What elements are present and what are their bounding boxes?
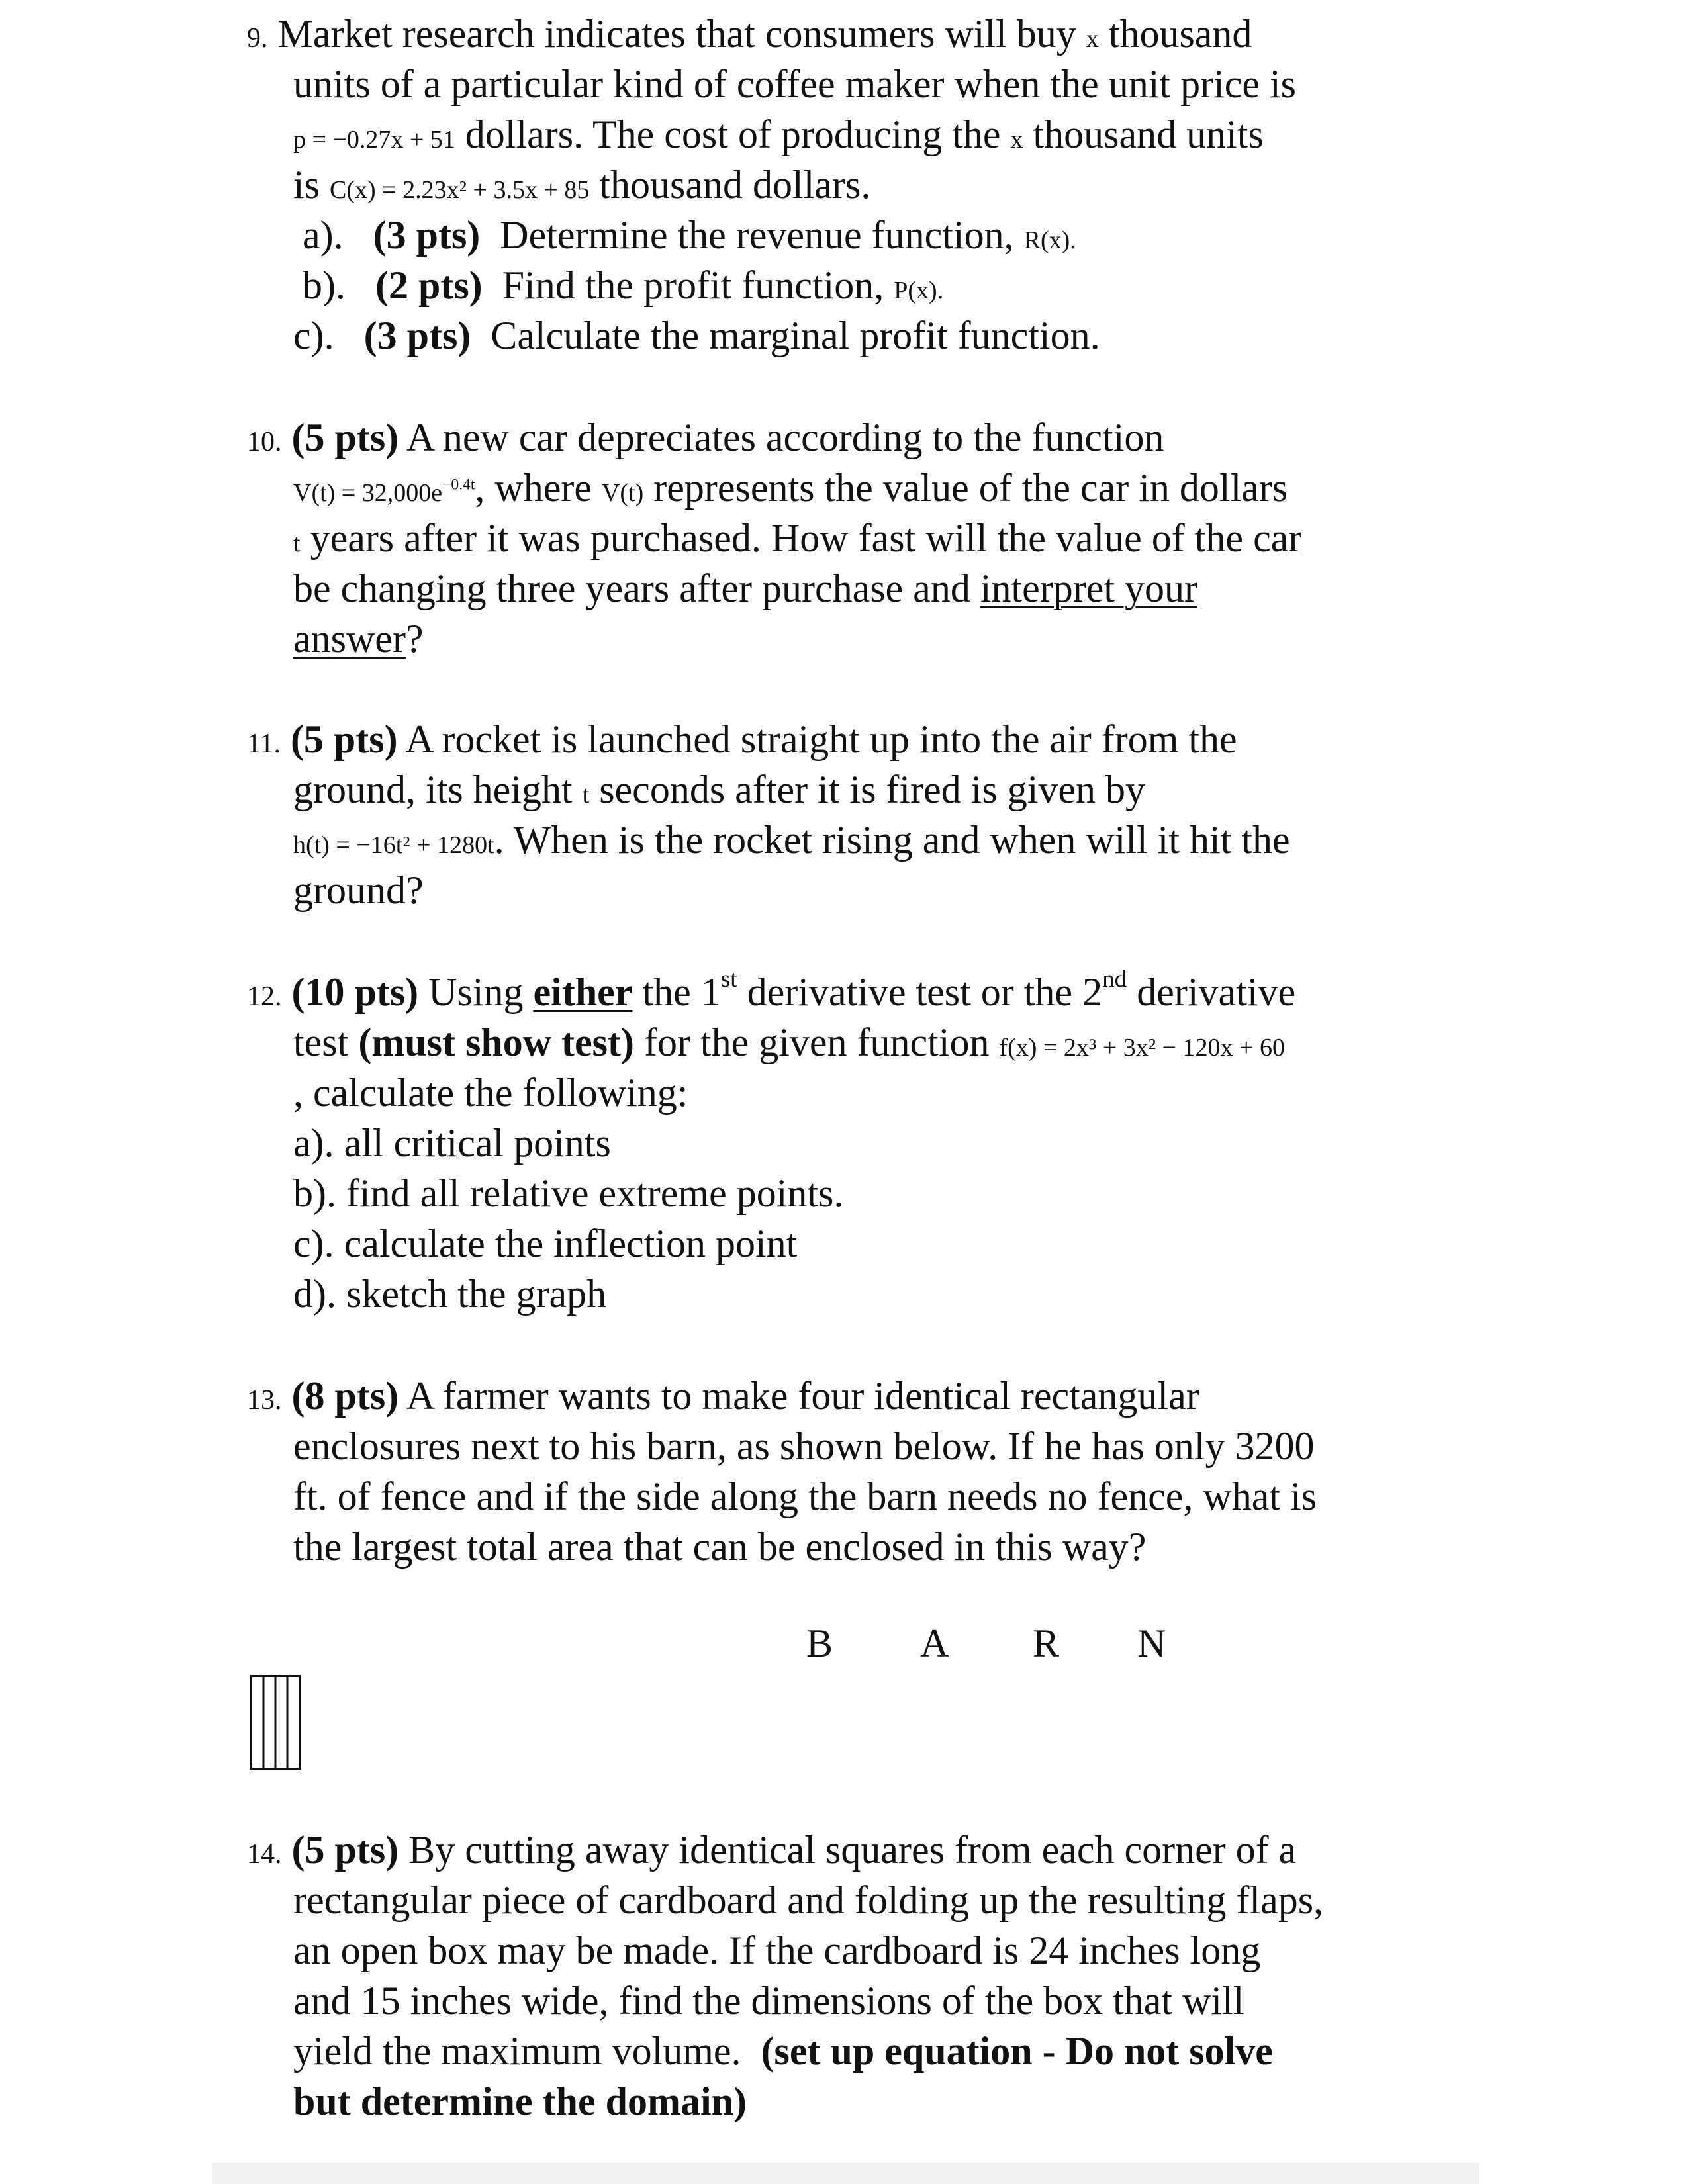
q11-number: 11. xyxy=(247,729,281,759)
q12-line-3: , calculate the following: xyxy=(293,1071,688,1115)
q12-part-b: b). find all relative extreme points. xyxy=(293,1171,844,1215)
q12-function-equation: f(x) = 2x³ + 3x² − 120x + 60 xyxy=(999,1034,1285,1062)
q14-number: 14. xyxy=(247,1839,282,1870)
q11-line-2: ground, its height t seconds after it is fired is given by xyxy=(293,768,1145,811)
q14-line-5: yield the maximum volume. (set up equation - Do not solve xyxy=(293,2029,1273,2073)
q9-price-equation: p = −0.27x + 51 xyxy=(293,126,455,154)
page-bottom-strip xyxy=(212,2163,1479,2184)
q9-line-2: units of a particular kind of coffee maker when the unit price is xyxy=(293,62,1297,106)
q9-line-3: p = −0.27x + 51 dollars. The cost of producing the x thousand units xyxy=(293,113,1264,156)
q12-line-2: test (must show test) for the given function f(x) = 2x³ + 3x² − 120x + 60 xyxy=(293,1021,1285,1064)
q12-part-c: c). calculate the inflection point xyxy=(293,1222,798,1265)
q10-value-equation: $V(t) = 32,000e^{-0.4t}$ xyxy=(293,476,475,507)
q12-part-d: d). sketch the graph xyxy=(293,1272,607,1316)
barn-letter-r: R xyxy=(1033,1621,1060,1665)
q9-cost-equation: C(x) = 2.23x² + 3.5x + 85 xyxy=(330,176,590,204)
q11-line-1: 11. (5 pts) A rocket is launched straight up into the air from the xyxy=(247,717,1237,761)
q14-line-1: 14. (5 pts) By cutting away identical squares from each corner of a xyxy=(247,1828,1297,1872)
q14-line-4: and 15 inches wide, find the dimensions of the box that will xyxy=(293,1979,1244,2023)
q11-line-4: ground? xyxy=(293,868,424,912)
q14-line-6: but determine the domain) xyxy=(293,2079,747,2123)
q10-line-4: be changing three years after purchase and interpret your xyxy=(293,567,1198,610)
q10-number: 10. xyxy=(247,427,282,457)
q10-line-3: t years after it was purchased. How fast will the value of the car xyxy=(293,516,1302,560)
q11-line-3: h(t) = −16t² + 1280t. When is the rocket rising and when will it hit the xyxy=(293,818,1290,862)
enclosure-diagram xyxy=(250,1675,301,1770)
barn-letter-n: N xyxy=(1137,1621,1166,1665)
q12-line-1: 12. (10 pts) Using either the 1st derivative test or the 2nd derivative xyxy=(247,966,1296,1014)
q12-number: 12. xyxy=(247,981,282,1012)
q10-line-5: answer? xyxy=(293,617,424,660)
q12-part-a: a). all critical points xyxy=(293,1121,611,1165)
q13-line-2: enclosures next to his barn, as shown below. If he has only 3200 xyxy=(293,1424,1315,1468)
q9-line-1: 9. Market research indicates that consumers will buy x thousand xyxy=(247,12,1252,56)
barn-letter-a: A xyxy=(920,1621,949,1665)
q9-part-b: b). (2 pts) Find the profit function, P(x). xyxy=(303,263,944,307)
q9-part-a: a). (3 pts) Determine the revenue function, R(x). xyxy=(303,213,1076,257)
q14-line-3: an open box may be made. If the cardboard is 24 inches long xyxy=(293,1929,1261,1972)
q13-line-4: the largest total area that can be enclosed in this way? xyxy=(293,1525,1147,1569)
q13-number: 13. xyxy=(247,1385,282,1416)
q10-line-2: $V(t) = 32,000e^{-0.4t}$, where V(t) represents the value of the car in dollars xyxy=(293,466,1288,510)
q13-line-3: ft. of fence and if the side along the barn needs no fence, what is xyxy=(293,1475,1317,1518)
q11-height-equation: h(t) = −16t² + 1280t xyxy=(293,831,494,859)
q9-line-4: is C(x) = 2.23x² + 3.5x + 85 thousand dollars. xyxy=(293,163,871,206)
q10-line-1: 10. (5 pts) A new car depreciates according to the function xyxy=(247,416,1164,459)
barn-letter-b: B xyxy=(806,1621,833,1665)
q9-part-c: c). (3 pts) Calculate the marginal profit function. xyxy=(293,314,1100,357)
q13-line-1: 13. (8 pts) A farmer wants to make four identical rectangular xyxy=(247,1374,1199,1418)
q14-line-2: rectangular piece of cardboard and folding up the resulting flaps, xyxy=(293,1878,1324,1922)
q9-number: 9. xyxy=(247,23,268,54)
